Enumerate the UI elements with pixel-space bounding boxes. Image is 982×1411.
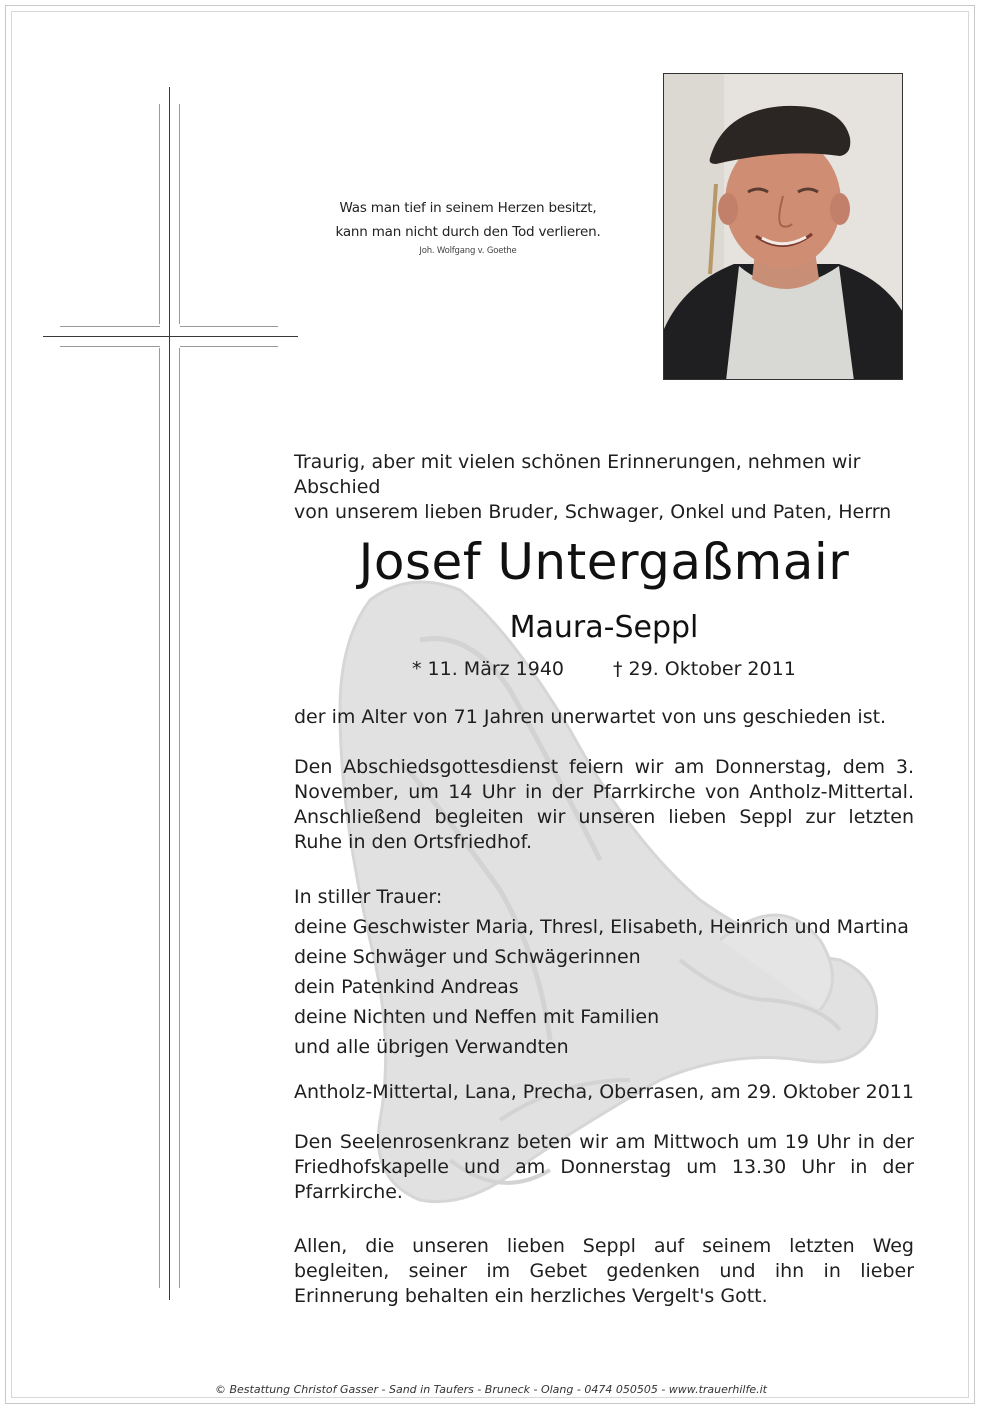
- rosary-paragraph: Den Seelenrosenkranz beten wir am Mittwoch um 19 Uhr in der Friedhofskapelle und am Donnerstag um 13.30 Uhr in der Pfarrkirche.: [294, 1131, 914, 1203]
- intro-text: [294, 450, 914, 525]
- deceased-name: Josef Untergaßmair: [358, 533, 850, 591]
- mourners-block: [294, 882, 914, 1062]
- portrait-photo: [663, 73, 903, 380]
- deceased-nickname: Maura-Seppl: [509, 610, 699, 645]
- mourners-line: deine Nichten und Neffen mit Familien: [294, 1006, 660, 1028]
- mourners-line: dein Patenkind Andreas: [294, 976, 519, 998]
- age-line: der im Alter von 71 Jahren unerwartet von uns geschieden ist.: [294, 706, 887, 728]
- death-date: † 29. Oktober 2011: [613, 658, 796, 680]
- quote-line-1: Was man tief in seinem Herzen besitzt,: [339, 200, 597, 216]
- thanks-paragraph: Allen, die unseren lieben Seppl auf seinem letzten Weg begleiten, seiner im Gebet gedenken und ihn in lieber Erinnerung behalten ein herzliches Vergelt's Gott.: [294, 1235, 914, 1307]
- mourners-line: deine Schwäger und Schwägerinnen: [294, 946, 641, 968]
- quote-line-2: kann man nicht durch den Tod verlieren.: [335, 224, 601, 240]
- funeral-paragraph: Den Abschiedsgottesdienst feiern wir am Donnerstag, dem 3. November, um 14 Uhr in der Pfarrkirche von Antholz-Mittertal. Anschließend begleiten wir unseren lieben Seppl zur letzten Ruhe in den Ortsfriedhof.: [294, 756, 914, 853]
- quote-author: Joh. Wolfgang v. Goethe: [419, 246, 517, 256]
- intro-line-1: Traurig, aber mit vielen schönen Erinnerungen, nehmen wir Abschied: [294, 451, 861, 498]
- birth-date: * 11. März 1940: [412, 658, 565, 680]
- mourners-line: deine Geschwister Maria, Thresl, Elisabeth, Heinrich und Martina: [294, 916, 909, 938]
- mourners-line: und alle übrigen Verwandten: [294, 1036, 569, 1058]
- mourners-heading: In stiller Trauer:: [294, 886, 443, 908]
- quote-block: [318, 196, 618, 258]
- intro-line-2: von unserem lieben Bruder, Schwager, Onkel und Paten, Herrn: [294, 501, 892, 523]
- place-date: Antholz-Mittertal, Lana, Precha, Oberrasen, am 29. Oktober 2011: [294, 1081, 914, 1103]
- footer-credit: © Bestattung Christof Gasser - Sand in Taufers - Bruneck - Olang - 0474 050505 - www.trauerhilfe.it: [214, 1383, 767, 1396]
